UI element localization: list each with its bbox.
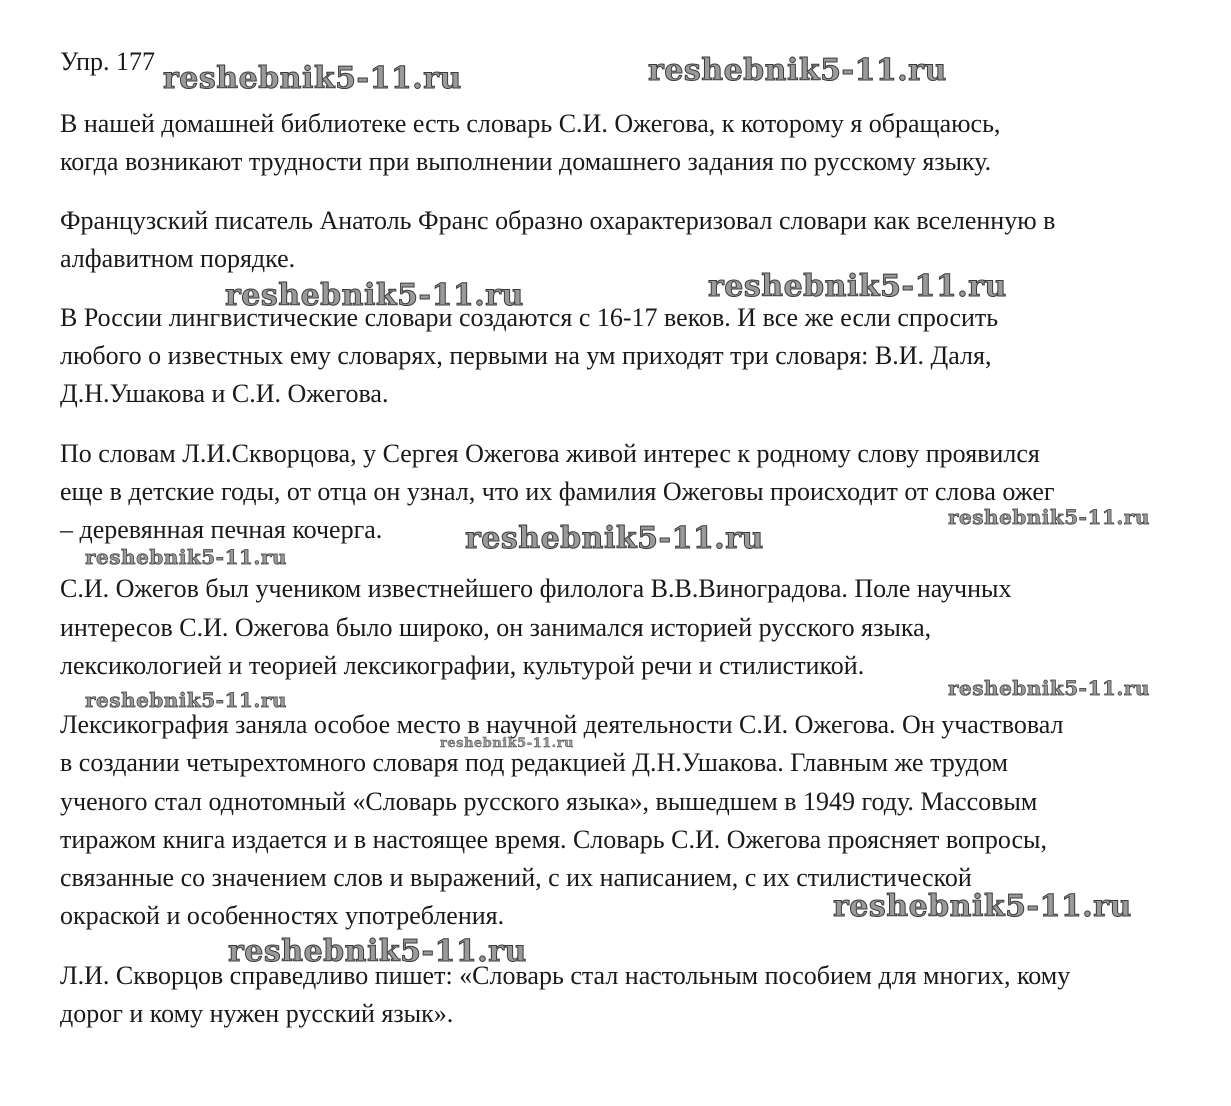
- watermark: reshebnik5-11.ru: [440, 736, 575, 751]
- paragraph-3-line-1: В России лингвистические словари создаются с 16-17 веков. И все же если спросить: [60, 303, 999, 332]
- paragraph-4-line-2: еще в детские годы, от отца он узнал, что их фамилия Ожеговы происходит от слова ожег: [60, 477, 1055, 506]
- watermark: reshebnik5-11.ru: [225, 278, 524, 313]
- paragraph-7-line-2: дорог и кому нужен русский язык».: [60, 999, 454, 1028]
- paragraph-6-line-3: ученого стал однотомный «Словарь русского языка», вышедшем в 1949 году. Массовым: [60, 787, 1038, 816]
- watermark: reshebnik5-11.ru: [228, 934, 527, 969]
- watermark: reshebnik5-11.ru: [85, 545, 287, 569]
- watermark: reshebnik5-11.ru: [85, 688, 287, 712]
- watermark: reshebnik5-11.ru: [648, 53, 947, 88]
- paragraph-6-line-1: Лексикография заняла особое место в научной деятельности С.И. Ожегова. Он участвовал: [60, 710, 1064, 739]
- paragraph-2-line-1: Французский писатель Анатоль Франс образно охарактеризовал словари как вселенную в: [60, 206, 1056, 235]
- paragraph-6-line-6: окраской и особенностях употребления.: [60, 901, 505, 930]
- paragraph-6-line-5: связанные со значением слов и выражений, с их написанием, с их стилистической: [60, 863, 972, 892]
- paragraph-3-line-2: любого о известных ему словарях, первыми на ум приходят три словаря: В.И. Даля,: [60, 341, 992, 370]
- watermark: reshebnik5-11.ru: [833, 889, 1132, 924]
- watermark: reshebnik5-11.ru: [948, 505, 1150, 529]
- paragraph-5-line-3: лексикологией и теорией лексикографии, культурой речи и стилистикой.: [60, 651, 865, 680]
- paragraph-6-line-2: в создании четырехтомного словаря под редакцией Д.Н.Ушакова. Главным же трудом: [60, 748, 1008, 777]
- paragraph-4-line-3: – деревянная печная кочерга.: [60, 515, 383, 544]
- watermark: reshebnik5-11.ru: [465, 521, 764, 556]
- watermark: reshebnik5-11.ru: [708, 269, 1007, 304]
- watermark: reshebnik5-11.ru: [163, 61, 462, 96]
- paragraph-4-line-1: По словам Л.И.Скворцова, у Сергея Ожегова живой интерес к родному слову проявился: [60, 439, 1040, 468]
- paragraph-5-line-1: С.И. Ожегов был учеником известнейшего филолога В.В.Виноградова. Поле научных: [60, 574, 1012, 603]
- exercise-heading: Упр. 177: [60, 47, 156, 76]
- paragraph-2-line-2: алфавитном порядке.: [60, 244, 296, 273]
- paragraph-7-line-1: Л.И. Скворцов справедливо пишет: «Словарь стал настольным пособием для многих, кому: [60, 961, 1071, 990]
- paragraph-3-line-3: Д.Н.Ушакова и С.И. Ожегова.: [60, 379, 389, 408]
- paragraph-6-line-4: тиражом книга издается и в настоящее время. Словарь С.И. Ожегова проясняет вопросы,: [60, 825, 1048, 854]
- paragraph-1-line-2: когда возникают трудности при выполнении домашнего задания по русскому языку.: [60, 147, 992, 176]
- paragraph-1-line-1: В нашей домашней библиотеке есть словарь С.И. Ожегова, к которому я обращаюсь,: [60, 109, 1001, 138]
- paragraph-5-line-2: интересов С.И. Ожегова было широко, он занимался историей русского языка,: [60, 613, 932, 642]
- watermark: reshebnik5-11.ru: [948, 676, 1150, 700]
